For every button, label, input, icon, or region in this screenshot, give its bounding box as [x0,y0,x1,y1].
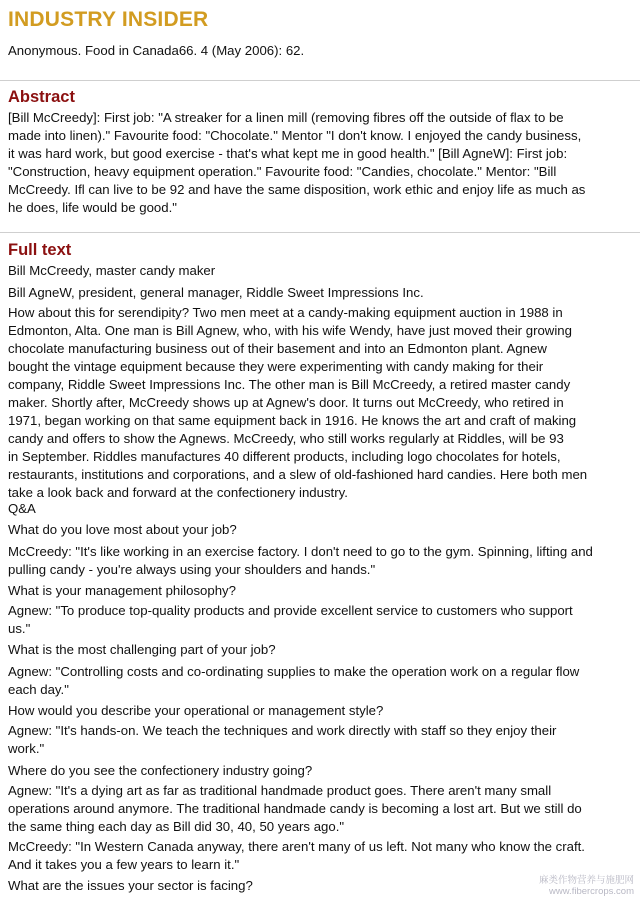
answer-line: the same thing each day as Bill did 30, 40, 50 years ago." [8,819,345,834]
divider [0,80,640,81]
answer-line: Agnew: "Controlling costs and co-ordinating supplies to make the operation work on a regular flow [8,664,580,679]
question: What do you love most about your job? [8,522,237,537]
byline: Bill AgneW, president, general manager, Riddle Sweet Impressions Inc. [8,285,424,300]
intro-line: 1971, began working on that same equipment back in 1916. He knows the art and craft of making [8,413,577,428]
intro-line: candy and offers to show the Agnews. McCreedy, who still works regularly at Riddles, will be 93 [8,431,564,446]
abstract-line: made into linen)." Favourite food: "Chocolate." Mentor "I don't know. I enjoyed the candy business, [8,128,582,143]
answer-line: Agnew: "It's a dying art as far as traditional handmade product goes. There aren't many small [8,783,552,798]
answer-line: us." [8,621,31,636]
abstract-line: McCreedy. Ifl can live to be 92 and have the same disposition, work ethic and enjoy life as much as [8,182,586,197]
question: How would you describe your operational or management style? [8,703,384,718]
intro-line: restaurants, institutions and corporations, and a slew of old-fashioned hard candies. Here both men [8,467,588,482]
abstract-line: [Bill McCreedy]: First job: "A streaker for a linen mill (removing fibres off the outside of flax to be [8,110,564,125]
intro-line: How about this for serendipity? Two men meet at a candy-making equipment auction in 1988 in [8,305,563,320]
abstract-line: it was hard work, but good exercise - that's what kept me in good health." [Bill AgneW]: First job: [8,146,568,161]
intro-line: Edmonton, Alta. One man is Bill Agnew, who, with his wife Wendy, have just moved their growing [8,323,572,338]
answer-line: And it takes you a few years to learn it." [8,857,240,872]
answer-line: operations around anymore. The traditional handmade candy is becoming a lost art. But we still do [8,801,582,816]
intro-line: in September. Riddles manufactures 40 different products, including logo chocolates for hotels, [8,449,561,464]
qa-label: Q&A [8,501,36,516]
question: What is the most challenging part of your job? [8,642,276,657]
intro-line: company, Riddle Sweet Impressions Inc. The other man is Bill McCreedy, a retired master candy [8,377,571,392]
answer-line: pulling candy - you're always using your shoulders and hands." [8,562,376,577]
answer-line: McCreedy: "In Western Canada anyway, there aren't many of us left. Not many who know the craft. [8,839,585,854]
citation: Anonymous. Food in Canada66. 4 (May 2006): 62. [8,43,305,58]
fulltext-heading: Full text [8,241,72,259]
abstract-line: "Construction, heavy equipment operation." Favourite food: "Candies, chocolate." Mentor: "Bill [8,164,557,179]
watermark [539,875,634,897]
abstract-heading: Abstract [8,88,75,106]
intro-line: maker. Shortly after, McCreedy shows up at Agnew's door. It turns out McCreedy, who retired in [8,395,564,410]
answer-line: Agnew: "It's hands-on. We teach the techniques and work directly with staff so they enjoy their [8,723,557,738]
question: What are the issues your sector is facing? [8,878,253,893]
answer-line: work." [8,741,45,756]
divider [0,232,640,233]
byline: Bill McCreedy, master candy maker [8,263,216,278]
watermark-line: 麻类作物营养与施肥网 [538,875,634,886]
abstract-line: he does, life would be good." [8,200,177,215]
intro-line: bought the vintage equipment because they were experimenting with candy making for their [8,359,544,374]
intro-line: chocolate manufacturing business out of their basement and into an Edmonton plant. Agnew [8,341,547,356]
article-title: INDUSTRY INSIDER [8,8,209,31]
question: What is your management philosophy? [8,583,236,598]
intro-line: take a look back and forward at the confectionery industry. [8,485,348,500]
answer-line: McCreedy: "It's like working in an exercise factory. I don't need to go to the gym. Spinning, lifting and [8,544,593,559]
question: Where do you see the confectionery industry going? [8,763,313,778]
watermark-line: www.fibercrops.com [549,886,634,897]
answer-line: Agnew: "To produce top-quality products and provide excellent service to customers who support [8,603,573,618]
answer-line: each day." [8,682,69,697]
